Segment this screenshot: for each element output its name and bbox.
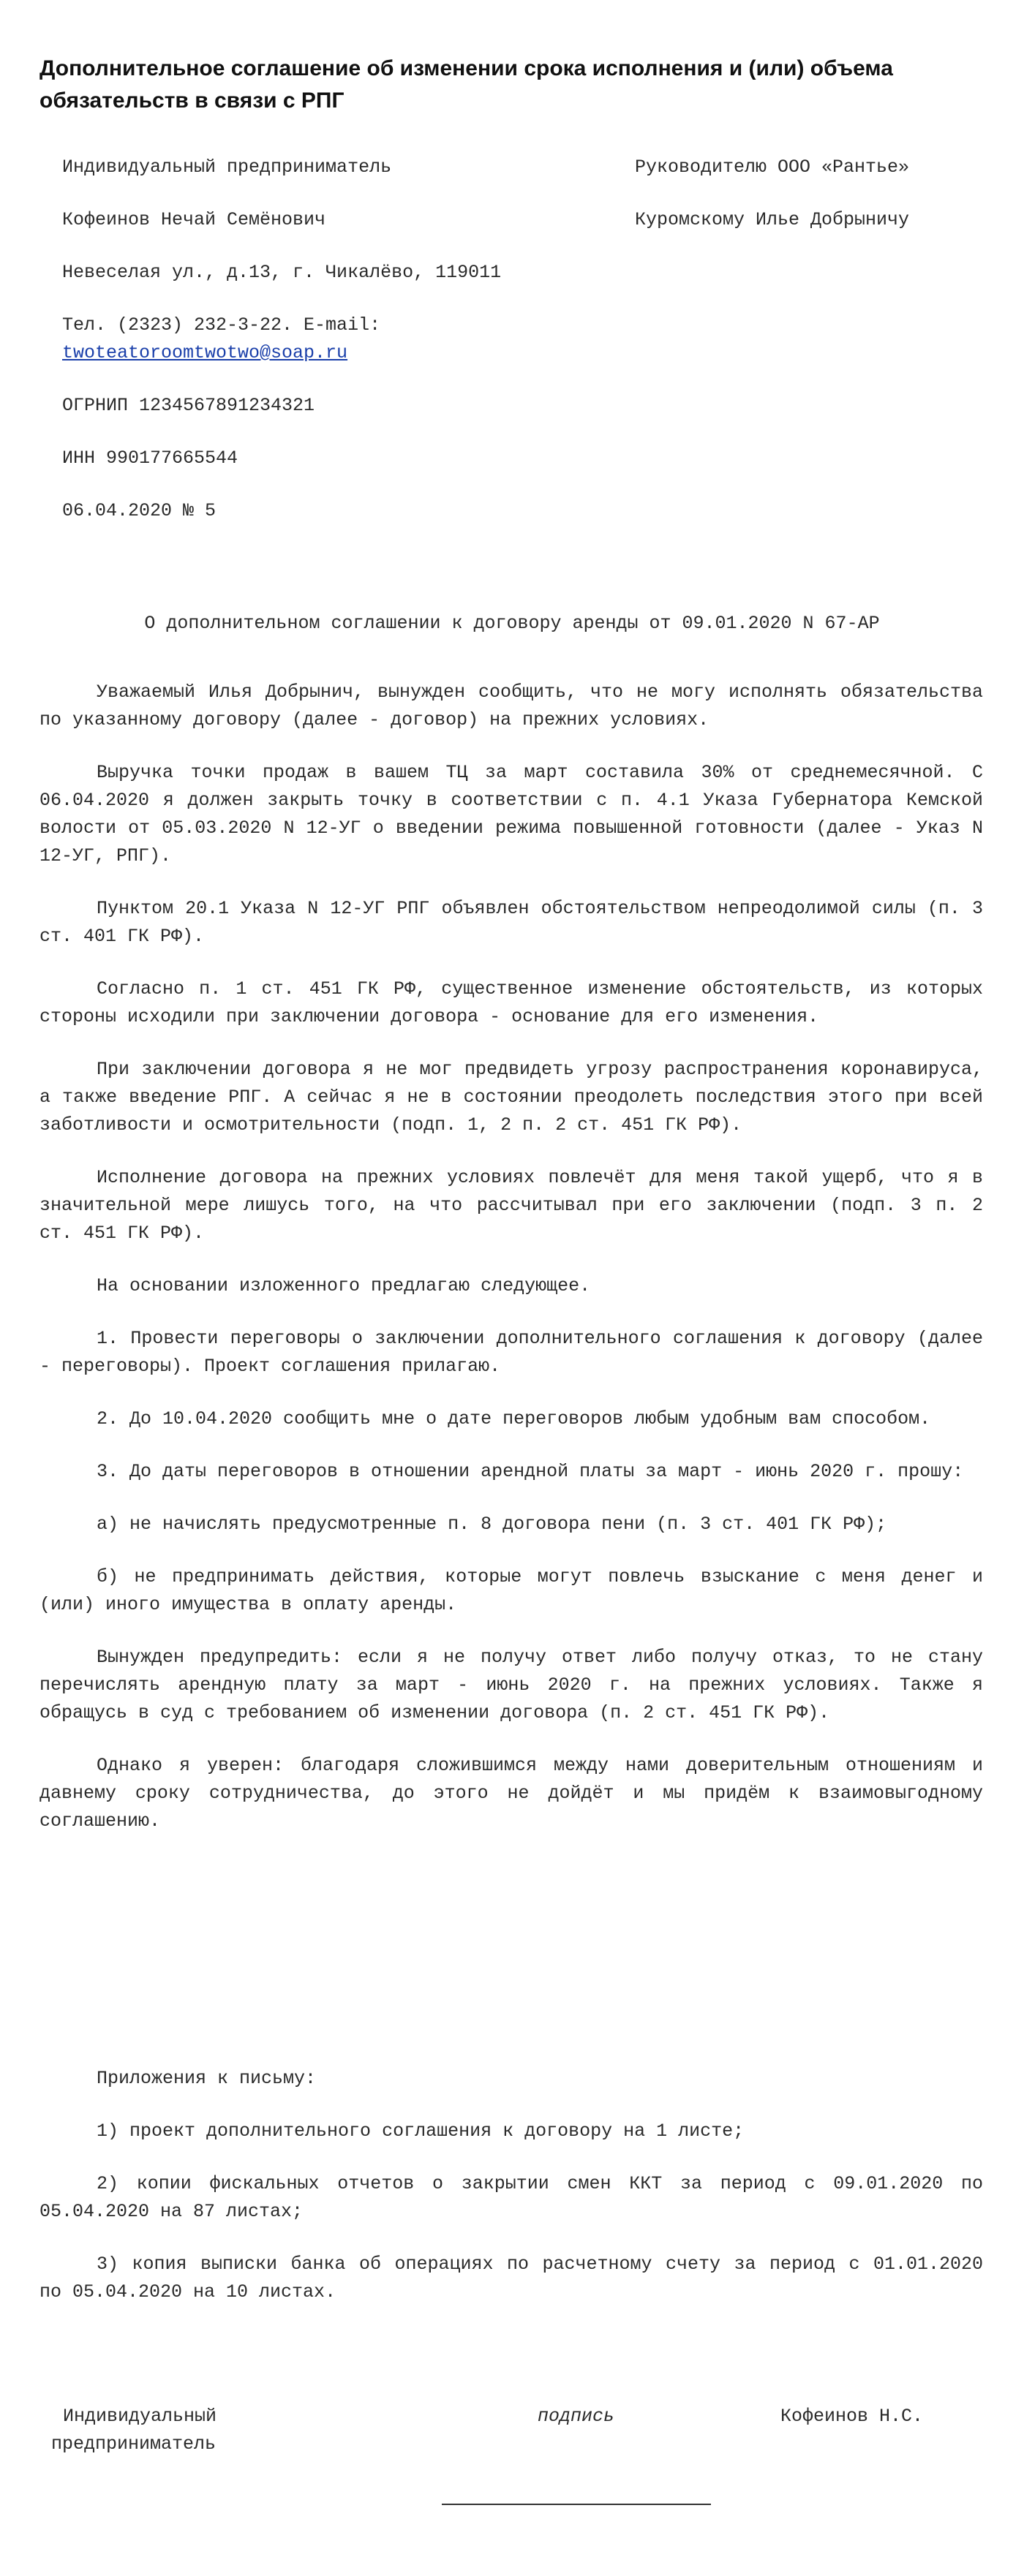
body-paragraph: Вынужден предупредить: если я не получу ответ либо получу отказ, то не стану перечислять арендную плату за март - июнь 2020 г. на прежних условиях. Также я обращусь в суд с требованием об изменении договора (п. 2 ст. 451 ГК РФ). — [39, 1647, 983, 1723]
body-paragraph: Уважаемый Илья Добрынич, вынужден сообщить, что не могу исполнять обязательства по указанному договору (далее - договор) на прежних условиях. — [39, 681, 983, 730]
body-paragraph: При заключении договора я не мог предвидеть угрозу распространения коронавируса, а также введение РПГ. А сейчас я не в состоянии преодолеть последствия этого при всей заботливости и осмотрительности (подп. 1, 2 п. 2 ст. 451 ГК РФ). — [39, 1059, 983, 1136]
sender-position: Индивидуальный предприниматель — [62, 156, 392, 178]
sender-block — [62, 154, 516, 550]
sender-email-link[interactable]: twoteatoroomtwotwo@soap.ru — [62, 342, 348, 363]
signatory-name: Кофеинов Н.С. — [780, 2406, 924, 2427]
proposal-subitem: б) не предпринимать действия, которые могут повлечь взыскание с меня денег и (или) иного имущества в оплату аренды. — [39, 1566, 983, 1615]
proposal-item: 1. Провести переговоры о заключении дополнительного соглашения к договору (далее - переговоры). Проект соглашения прилагаю. — [39, 1328, 983, 1377]
recipient-block — [635, 154, 986, 259]
attachment-item: 1) проект дополнительного соглашения к договору на 1 листе; — [97, 2120, 745, 2142]
sender-address: Невеселая ул., д.13, г. Чикалёво, 119011 — [62, 262, 502, 283]
document-title: Дополнительное соглашение об изменении срока исполнения и (или) объема обязательств в связи с РПГ — [39, 56, 893, 113]
signature-label: подпись — [538, 2406, 615, 2427]
sender-name: Кофеинов Нечай Семёнович — [62, 209, 326, 230]
signatory-position — [51, 2403, 282, 2458]
body-paragraph: Выручка точки продаж в вашем ТЦ за март составила 30% от среднемесячной. С 06.04.2020 я должен закрыть точку в соответствии с п. 4.1 Указа Губернатора Кемской волости от 05.03.2020 N 12-УГ о введении режима повышенной готовности (далее - Указ N 12-УГ, РПГ). — [39, 762, 983, 866]
signatory-position-line2: предприниматель — [51, 2433, 217, 2455]
body-paragraph: Однако я уверен: благодаря сложившимся между нами доверительным отношениям и давнему сроку сотрудничества, до этого не дойдёт и мы придём к взаимовыгодному соглашению. — [39, 1755, 983, 1832]
body-paragraph: Пунктом 20.1 Указа N 12-УГ РПГ объявлен обстоятельством непреодолимой силы (п. 3 ст. 401 ГК РФ). — [39, 898, 983, 947]
sender-ogrnip: ОГРНИП 1234567891234321 — [62, 395, 315, 416]
body-paragraph: На основании изложенного предлагаю следующее. — [97, 1275, 591, 1296]
letter-body — [39, 679, 983, 1860]
sender-inn: ИНН 990177665544 — [62, 447, 238, 469]
sender-contacts — [62, 311, 516, 367]
sender-phone: Тел. (2323) 232-3-22. E-mail: — [62, 314, 381, 336]
recipient-position: Руководителю ООО «Рантье» — [635, 156, 910, 178]
attachments-heading: Приложения к письму: — [97, 2068, 317, 2089]
proposal-item: 2. До 10.04.2020 сообщить мне о дате переговоров любым удобным вам способом. — [97, 1408, 931, 1429]
proposal-subitem: а) не начислять предусмотренные п. 8 договора пени (п. 3 ст. 401 ГК РФ); — [97, 1514, 887, 1535]
signatory-position-line1: Индивидуальный — [63, 2406, 217, 2427]
attachment-item: 2) копии фискальных отчетов о закрытии смен ККТ за период с 09.01.2020 по 05.04.2020 на 87 листах; — [39, 2173, 983, 2222]
attachment-item: 3) копия выписки банка об операциях по расчетному счету за период с 01.01.2020 по 05.04.2020 на 10 листах. — [39, 2254, 983, 2303]
body-paragraph: Согласно п. 1 ст. 451 ГК РФ, существенное изменение обстоятельств, из которых стороны исходили при заключении договора - основание для его изменения. — [39, 978, 983, 1027]
signature-line — [442, 2504, 711, 2505]
proposal-item: 3. До даты переговоров в отношении арендной платы за март - июнь 2020 г. прошу: — [97, 1461, 964, 1482]
attachments-block — [39, 2065, 983, 2331]
letter-subject: О дополнительном соглашении к договору аренды от 09.01.2020 N 67-АР — [144, 613, 880, 634]
letter-date-number: 06.04.2020 № 5 — [62, 500, 217, 521]
body-paragraph: Исполнение договора на прежних условиях повлечёт для меня такой ущерб, что я в значительной мере лишусь того, на что рассчитывал при его заключении (подп. 3 п. 2 ст. 451 ГК РФ). — [39, 1167, 983, 1244]
recipient-name: Куромскому Илье Добрыничу — [635, 209, 910, 230]
